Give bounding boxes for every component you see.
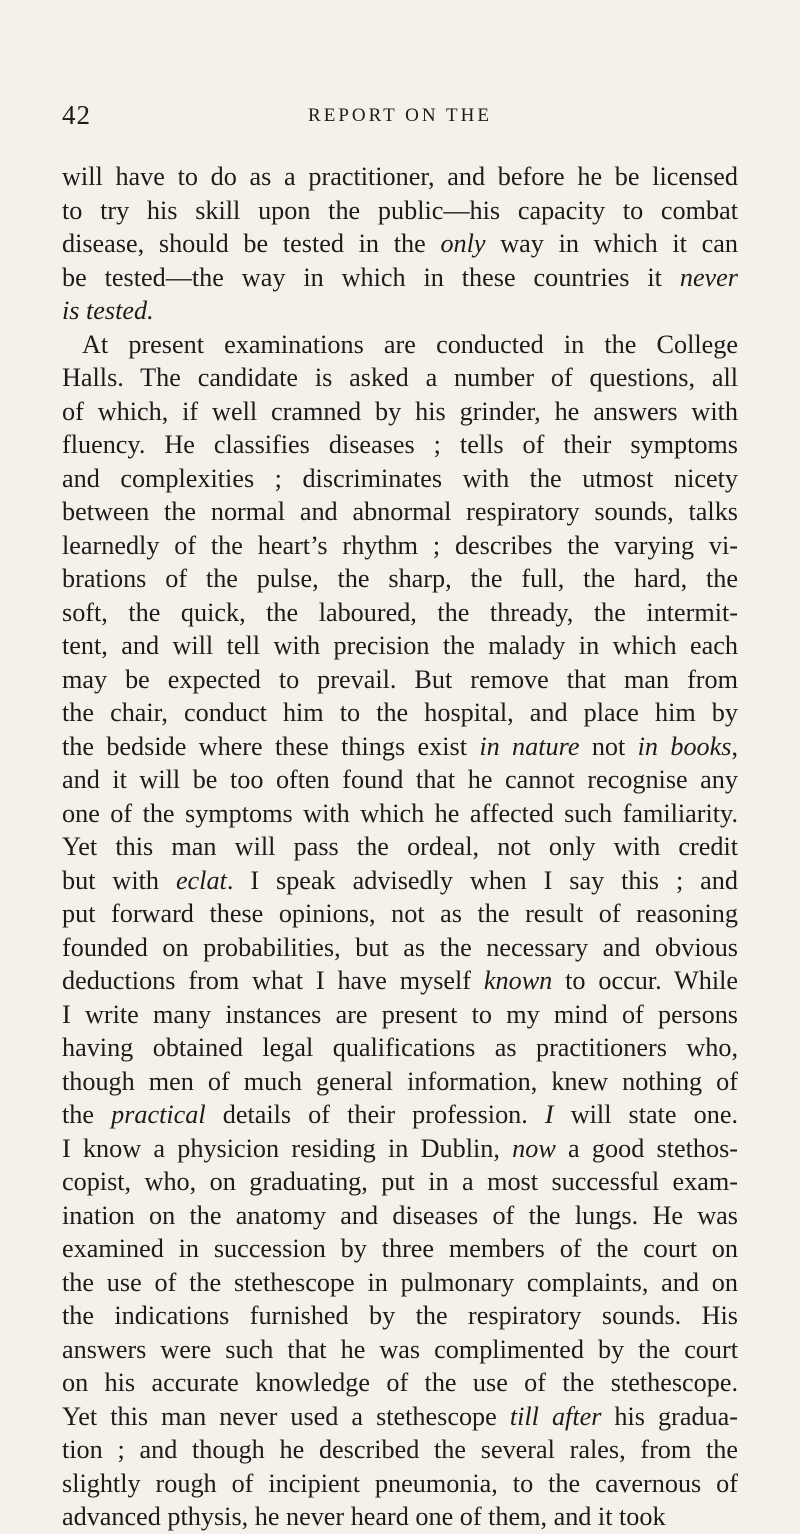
text-segment: ination on the anatomy and diseases of the lungs. He was [62, 1200, 738, 1230]
text-segment: on his accurate knowledge of the use of the stethescope. [62, 1368, 738, 1397]
text-segment: his gradua- [601, 1401, 738, 1431]
text-segment: the indications furnished by the respiratory sounds. His [62, 1301, 738, 1330]
text-segment: though men of much general information, knew nothing of [62, 1066, 738, 1096]
text-line [62, 596, 738, 630]
italic-segment: never [679, 262, 738, 292]
text-line [62, 160, 738, 194]
text-segment: of which, if well cramned by his grinder, he answers with [62, 396, 738, 426]
text-segment: founded on probabilities, but as the necessary and obvious [62, 932, 738, 962]
text-line [62, 194, 738, 228]
text-segment: Yet this man will pass the ordeal, not only with credit [62, 832, 738, 861]
text-line [62, 1433, 738, 1467]
text-line [62, 261, 738, 295]
text-segment: tent, and will tell with precision the malady in which each [62, 631, 738, 660]
text-segment: be tested—the way in which in these countries it [62, 262, 680, 292]
text-segment: , [731, 731, 738, 761]
page-header [62, 96, 738, 136]
text-line [62, 1065, 738, 1099]
italic-segment: practical [111, 1100, 206, 1129]
text-line [62, 931, 738, 965]
text-line [62, 529, 738, 563]
text-segment: a good stethos- [555, 1133, 739, 1163]
text-segment: deductions from what I have myself [62, 966, 484, 995]
text-line [62, 495, 738, 529]
text-segment: will have to do as a practitioner, and before he be licensed [62, 162, 738, 191]
text-segment: details of their profession. [205, 1100, 545, 1129]
text-line [62, 294, 738, 328]
page-number: 42 [62, 100, 91, 130]
text-segment: advanced pthysis, he never heard one of them, and it took [62, 1502, 666, 1531]
text-segment: the bedside where these things exist [62, 731, 480, 761]
body-text [62, 160, 738, 1534]
text-line [62, 1467, 738, 1501]
text-segment: to occur. While [552, 966, 738, 995]
italic-segment: known [483, 966, 553, 995]
text-segment: tion ; and though he described the several rales, from the [62, 1435, 738, 1464]
text-segment: having obtained legal qualifications as practitioners who, [62, 1033, 738, 1062]
text-line [62, 663, 738, 697]
text-segment: copist, who, on graduating, put in a most successful exam- [62, 1167, 738, 1196]
italic-segment: now [512, 1133, 556, 1163]
text-line [62, 1199, 738, 1233]
text-line [62, 1232, 738, 1266]
text-segment: examined in succession by three members of the court on [62, 1234, 738, 1263]
text-line [62, 1098, 738, 1132]
text-line [62, 864, 738, 898]
text-line [62, 830, 738, 864]
text-segment: and complexities ; discriminates with the utmost nicety [62, 463, 738, 493]
text-segment: put forward these opinions, not as the result of reasoning [62, 899, 738, 928]
italic-segment: till after [509, 1401, 602, 1431]
text-line [62, 964, 738, 998]
italic-segment: in nature [479, 731, 580, 761]
text-segment: Yet this man never used a stethescope [62, 1401, 510, 1431]
text-line [62, 629, 738, 663]
text-segment: way in which it can [485, 229, 738, 258]
text-line [62, 1400, 738, 1434]
text-segment: the [62, 1100, 112, 1129]
text-line [62, 696, 738, 730]
text-line [62, 730, 738, 764]
text-segment: between the normal and abnormal respiratory sounds, talks [62, 497, 738, 526]
text-line [62, 462, 738, 496]
text-segment: slightly rough of incipient pneumonia, to the cavernous of [62, 1468, 738, 1498]
text-line [62, 428, 738, 462]
text-segment: . I speak advisedly when I say this ; and [226, 865, 738, 895]
text-line [62, 395, 738, 429]
text-segment: the use of the stethescope in pulmonary complaints, and on [62, 1267, 738, 1297]
text-segment: and it will be too often found that he cannot recognise any [62, 765, 738, 794]
text-segment: Halls. The candidate is asked a number of questions, all [62, 363, 738, 392]
text-segment: I know a physicion residing in Dublin, [62, 1133, 513, 1163]
text-line [62, 361, 738, 395]
italic-segment: in books [637, 731, 732, 761]
text-line [62, 1299, 738, 1333]
text-segment: I write many instances are present to my mind of persons [62, 999, 738, 1029]
text-line [62, 1366, 738, 1400]
italic-segment: eclat [175, 865, 227, 895]
text-line [62, 328, 738, 362]
text-line [62, 1500, 738, 1534]
text-segment: At present examinations are conducted in the College [82, 329, 738, 359]
text-segment: disease, should be tested in the [62, 229, 441, 258]
text-line [62, 1266, 738, 1300]
text-segment: not [579, 731, 638, 761]
text-segment: fluency. He classifies diseases ; tells of their symptoms [62, 430, 738, 459]
text-line [62, 1333, 738, 1367]
text-line [62, 797, 738, 831]
text-line [62, 1165, 738, 1199]
text-line [62, 998, 738, 1032]
italic-segment: only [440, 229, 486, 258]
text-segment: may be expected to prevail. But remove that man from [62, 664, 738, 694]
text-line [62, 1031, 738, 1065]
text-segment: brations of the pulse, the sharp, the full, the hard, the [62, 564, 738, 593]
text-segment: answers were such that he was complimented by the court [62, 1334, 738, 1364]
italic-segment: is tested. [62, 296, 154, 325]
text-line [62, 562, 738, 596]
italic-segment: I [544, 1100, 554, 1129]
text-segment: will state one. [553, 1100, 738, 1129]
running-title: REPORT ON THE [308, 105, 492, 126]
text-line [62, 1132, 738, 1166]
text-segment: soft, the quick, the laboured, the thready, the intermit- [62, 597, 738, 627]
text-line [62, 227, 738, 261]
text-segment: but with [62, 865, 176, 895]
text-segment: learnedly of the heart’s rhythm ; describes the varying vi- [62, 530, 738, 560]
text-segment: the chair, conduct him to the hospital, and place him by [62, 698, 738, 727]
text-segment: one of the symptoms with which he affected such familiarity. [62, 798, 738, 828]
text-line [62, 763, 738, 797]
text-line [62, 897, 738, 931]
text-segment: to try his skill upon the public—his capacity to combat [62, 195, 738, 225]
